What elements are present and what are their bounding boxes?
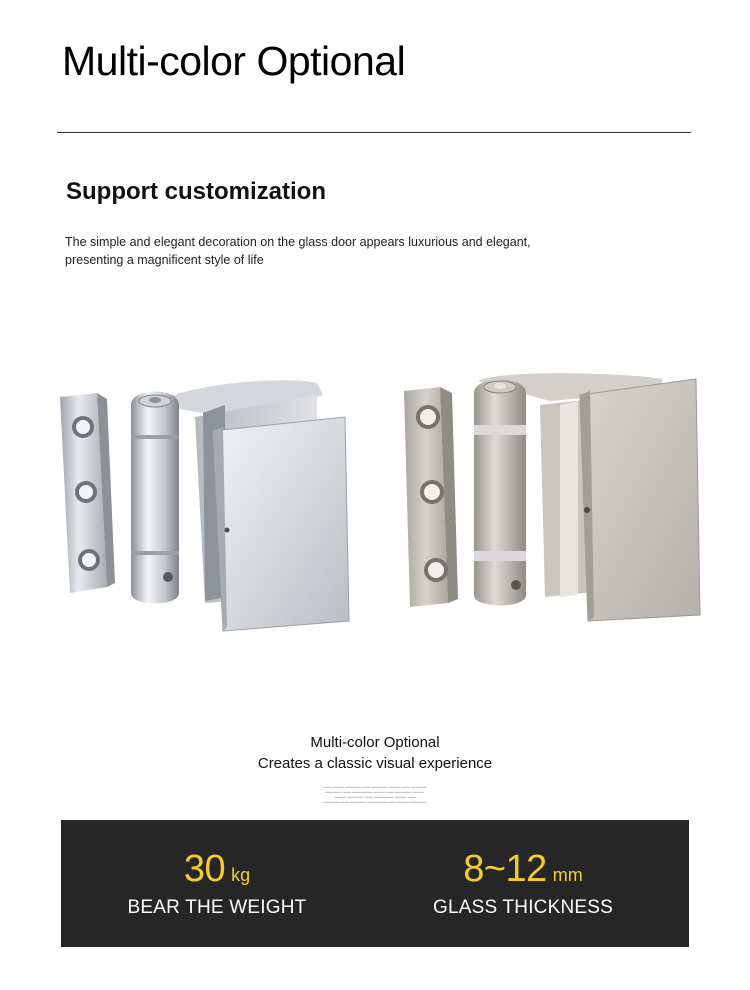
spec-band (61, 820, 689, 947)
description-line: presenting a magnificent style of life (65, 253, 264, 267)
section-description (65, 233, 585, 269)
section-subtitle: Support customization (66, 178, 326, 205)
spec-value: 8~12 (463, 848, 547, 890)
brushed-nickel-hinge-image (400, 365, 710, 625)
chrome-hinge-image (55, 365, 365, 645)
caption-title: Multi-color Optional (310, 734, 440, 751)
spec-unit: kg (231, 865, 251, 885)
title-divider (57, 132, 691, 133)
page-title: Multi-color Optional (62, 38, 406, 84)
spec-label: GLASS THICKNESS (432, 897, 614, 918)
spec-value: 30 (183, 848, 226, 890)
spec-unit: mm (552, 865, 583, 885)
decorative-fine-text: ▬▬ ▬▬▬ ▬▬▬▬ ▬▬ ▬▬▬▬ ▬▬▬ ▬▬ ▬▬▬▬ ▬▬▬▬ ▬▬ ▬▬▬▬▬ ▬▬▬ ▬▬ ▬▬▬▬ ▬▬▬ ▬▬▬ ▬▬▬▬ ▬▬ ▬▬▬▬▬ ▬▬▬ ▬▬ ▬▬▬▬ ▬▬ ▬▬▬▬ ▬▬▬▬▬ ▬▬ ▬▬▬ ▬▬▬▬ (323, 784, 427, 804)
caption-subtitle: Creates a classic visual experience (257, 755, 493, 772)
description-line: The simple and elegant decoration on the glass door appears luxurious and elegant, (65, 235, 531, 249)
spec-weight (117, 848, 317, 919)
spec-label: BEAR THE WEIGHT (127, 897, 307, 918)
spec-glass-thickness (413, 848, 633, 919)
